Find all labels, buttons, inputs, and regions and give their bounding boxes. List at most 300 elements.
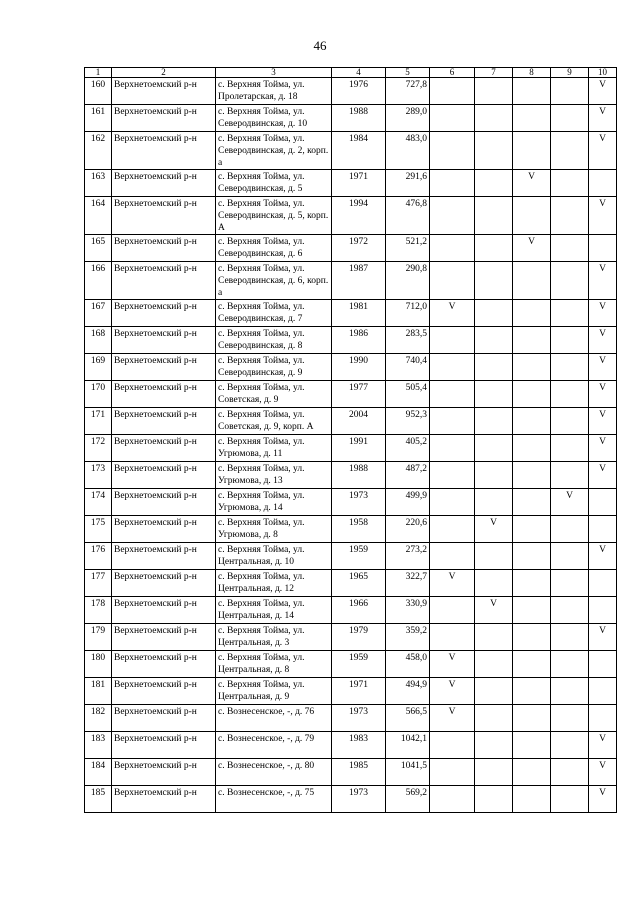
table-row (85, 543, 617, 570)
row-number-cell: 183 (85, 732, 112, 759)
year-cell: 1979 (332, 624, 386, 651)
row-number-cell: 163 (85, 170, 112, 197)
row-number-cell: 165 (85, 235, 112, 262)
area-cell: 487,2 (386, 462, 430, 489)
mark-col9-cell (551, 786, 589, 813)
row-number-cell: 172 (85, 435, 112, 462)
row-number-cell: 179 (85, 624, 112, 651)
row-number-cell: 171 (85, 408, 112, 435)
mark-col8-cell (513, 262, 551, 300)
row-number-cell: 173 (85, 462, 112, 489)
row-number-cell: 178 (85, 597, 112, 624)
area-cell: 330,9 (386, 597, 430, 624)
table-row (85, 759, 617, 786)
row-number-cell: 162 (85, 132, 112, 170)
mark-col9-cell (551, 705, 589, 732)
address-cell: с. Верхняя Тойма, ул. Северодвинская, д. 2, корп. а (216, 132, 332, 170)
table-row (85, 651, 617, 678)
area-cell: 727,8 (386, 78, 430, 105)
mark-col10-cell: V (589, 435, 617, 462)
row-number-cell: 168 (85, 327, 112, 354)
column-header-3: 3 (216, 68, 332, 78)
mark-col9-cell (551, 624, 589, 651)
district-cell: Верхнетоемский р-н (112, 381, 216, 408)
mark-col10-cell (589, 678, 617, 705)
address-cell: с. Верхняя Тойма, ул. Угрюмова, д. 14 (216, 489, 332, 516)
mark-col8-cell (513, 786, 551, 813)
mark-col6-cell (430, 132, 475, 170)
row-number-cell: 170 (85, 381, 112, 408)
mark-col10-cell: V (589, 78, 617, 105)
table-row (85, 786, 617, 813)
mark-col6-cell (430, 732, 475, 759)
mark-col7-cell (475, 235, 513, 262)
mark-col6-cell (430, 462, 475, 489)
mark-col9-cell (551, 78, 589, 105)
year-cell: 1983 (332, 732, 386, 759)
mark-col7-cell (475, 462, 513, 489)
district-cell: Верхнетоемский р-н (112, 786, 216, 813)
district-cell: Верхнетоемский р-н (112, 170, 216, 197)
mark-col7-cell (475, 105, 513, 132)
column-number-header-row (85, 68, 617, 78)
row-number-cell: 174 (85, 489, 112, 516)
mark-col8-cell (513, 759, 551, 786)
mark-col6-cell (430, 78, 475, 105)
mark-col9-cell (551, 262, 589, 300)
area-cell: 740,4 (386, 354, 430, 381)
table-row (85, 462, 617, 489)
area-cell: 290,8 (386, 262, 430, 300)
area-cell: 952,3 (386, 408, 430, 435)
address-cell: с. Верхняя Тойма, ул. Угрюмова, д. 13 (216, 462, 332, 489)
district-cell: Верхнетоемский р-н (112, 759, 216, 786)
mark-col6-cell (430, 327, 475, 354)
mark-col7-cell (475, 678, 513, 705)
table-row (85, 489, 617, 516)
area-cell: 273,2 (386, 543, 430, 570)
mark-col6-cell: V (430, 570, 475, 597)
address-cell: с. Верхняя Тойма, ул. Советская, д. 9, корп. А (216, 408, 332, 435)
row-number-cell: 185 (85, 786, 112, 813)
column-header-8: 8 (513, 68, 551, 78)
mark-col6-cell (430, 489, 475, 516)
row-number-cell: 180 (85, 651, 112, 678)
area-cell: 220,6 (386, 516, 430, 543)
mark-col9-cell (551, 105, 589, 132)
mark-col10-cell: V (589, 462, 617, 489)
mark-col9-cell (551, 235, 589, 262)
mark-col9-cell (551, 516, 589, 543)
year-cell: 1988 (332, 462, 386, 489)
address-cell: с. Вознесенское, -, д. 75 (216, 786, 332, 813)
mark-col8-cell (513, 197, 551, 235)
mark-col8-cell (513, 354, 551, 381)
table-row (85, 170, 617, 197)
mark-col7-cell (475, 759, 513, 786)
year-cell: 1984 (332, 132, 386, 170)
year-cell: 1972 (332, 235, 386, 262)
row-number-cell: 164 (85, 197, 112, 235)
mark-col8-cell (513, 570, 551, 597)
district-cell: Верхнетоемский р-н (112, 624, 216, 651)
area-cell: 505,4 (386, 381, 430, 408)
row-number-cell: 181 (85, 678, 112, 705)
mark-col10-cell (589, 651, 617, 678)
year-cell: 1990 (332, 354, 386, 381)
column-header-7: 7 (475, 68, 513, 78)
mark-col6-cell (430, 759, 475, 786)
mark-col7-cell (475, 300, 513, 327)
mark-col8-cell (513, 132, 551, 170)
mark-col8-cell (513, 678, 551, 705)
mark-col9-cell (551, 300, 589, 327)
mark-col6-cell: V (430, 300, 475, 327)
mark-col8-cell (513, 435, 551, 462)
row-number-cell: 177 (85, 570, 112, 597)
year-cell: 1991 (332, 435, 386, 462)
mark-col6-cell (430, 543, 475, 570)
mark-col10-cell: V (589, 381, 617, 408)
mark-col9-cell (551, 408, 589, 435)
address-cell: с. Верхняя Тойма, ул. Северодвинская, д. 6 (216, 235, 332, 262)
mark-col10-cell (589, 570, 617, 597)
column-header-4: 4 (332, 68, 386, 78)
mark-col6-cell (430, 381, 475, 408)
year-cell: 1988 (332, 105, 386, 132)
address-cell: с. Вознесенское, -, д. 76 (216, 705, 332, 732)
district-cell: Верхнетоемский р-н (112, 543, 216, 570)
mark-col6-cell (430, 197, 475, 235)
area-cell: 1041,5 (386, 759, 430, 786)
mark-col6-cell (430, 105, 475, 132)
address-cell: с. Верхняя Тойма, ул. Северодвинская, д. 5, корп. А (216, 197, 332, 235)
district-cell: Верхнетоемский р-н (112, 462, 216, 489)
mark-col7-cell: V (475, 597, 513, 624)
table-row (85, 732, 617, 759)
district-cell: Верхнетоемский р-н (112, 651, 216, 678)
mark-col6-cell (430, 354, 475, 381)
area-cell: 291,6 (386, 170, 430, 197)
district-cell: Верхнетоемский р-н (112, 570, 216, 597)
table-row (85, 197, 617, 235)
mark-col6-cell (430, 235, 475, 262)
mark-col8-cell (513, 78, 551, 105)
mark-col7-cell (475, 381, 513, 408)
area-cell: 405,2 (386, 435, 430, 462)
mark-col8-cell (513, 105, 551, 132)
year-cell: 1973 (332, 786, 386, 813)
year-cell: 1959 (332, 543, 386, 570)
mark-col9-cell (551, 543, 589, 570)
row-number-cell: 161 (85, 105, 112, 132)
mark-col9-cell (551, 327, 589, 354)
table-row (85, 105, 617, 132)
table-row (85, 235, 617, 262)
mark-col6-cell (430, 262, 475, 300)
mark-col6-cell (430, 516, 475, 543)
mark-col8-cell (513, 408, 551, 435)
district-cell: Верхнетоемский р-н (112, 235, 216, 262)
table-row (85, 262, 617, 300)
address-cell: с. Верхняя Тойма, ул. Пролетарская, д. 18 (216, 78, 332, 105)
mark-col8-cell (513, 732, 551, 759)
table-row (85, 408, 617, 435)
table-row (85, 300, 617, 327)
mark-col9-cell (551, 170, 589, 197)
mark-col10-cell: V (589, 408, 617, 435)
row-number-cell: 167 (85, 300, 112, 327)
mark-col7-cell (475, 705, 513, 732)
mark-col7-cell (475, 543, 513, 570)
area-cell: 521,2 (386, 235, 430, 262)
year-cell: 1971 (332, 170, 386, 197)
area-cell: 712,0 (386, 300, 430, 327)
address-cell: с. Вознесенское, -, д. 80 (216, 759, 332, 786)
mark-col8-cell (513, 327, 551, 354)
mark-col10-cell (589, 705, 617, 732)
row-number-cell: 176 (85, 543, 112, 570)
district-cell: Верхнетоемский р-н (112, 678, 216, 705)
mark-col8-cell: V (513, 235, 551, 262)
area-cell: 476,8 (386, 197, 430, 235)
mark-col10-cell (589, 516, 617, 543)
mark-col10-cell: V (589, 624, 617, 651)
district-cell: Верхнетоемский р-н (112, 354, 216, 381)
year-cell: 1986 (332, 327, 386, 354)
mark-col10-cell: V (589, 262, 617, 300)
address-cell: с. Верхняя Тойма, ул. Центральная, д. 3 (216, 624, 332, 651)
district-cell: Верхнетоемский р-н (112, 732, 216, 759)
year-cell: 1985 (332, 759, 386, 786)
mark-col7-cell (475, 570, 513, 597)
mark-col8-cell (513, 381, 551, 408)
table-row (85, 597, 617, 624)
address-cell: с. Верхняя Тойма, ул. Северодвинская, д. 6, корп. а (216, 262, 332, 300)
year-cell: 1987 (332, 262, 386, 300)
table-row (85, 624, 617, 651)
district-cell: Верхнетоемский р-н (112, 705, 216, 732)
table-row (85, 435, 617, 462)
mark-col7-cell (475, 327, 513, 354)
mark-col10-cell (589, 235, 617, 262)
mark-col9-cell (551, 435, 589, 462)
address-cell: с. Верхняя Тойма, ул. Северодвинская, д. 8 (216, 327, 332, 354)
area-cell: 566,5 (386, 705, 430, 732)
mark-col6-cell (430, 408, 475, 435)
mark-col10-cell (589, 489, 617, 516)
mark-col9-cell (551, 381, 589, 408)
mark-col10-cell: V (589, 197, 617, 235)
district-cell: Верхнетоемский р-н (112, 262, 216, 300)
table-row (85, 327, 617, 354)
mark-col8-cell (513, 489, 551, 516)
row-number-cell: 169 (85, 354, 112, 381)
district-cell: Верхнетоемский р-н (112, 597, 216, 624)
mark-col9-cell (551, 759, 589, 786)
address-cell: с. Верхняя Тойма, ул. Центральная, д. 14 (216, 597, 332, 624)
mark-col8-cell (513, 462, 551, 489)
mark-col6-cell (430, 786, 475, 813)
mark-col7-cell (475, 262, 513, 300)
table-row (85, 78, 617, 105)
district-cell: Верхнетоемский р-н (112, 78, 216, 105)
table-row (85, 132, 617, 170)
district-cell: Верхнетоемский р-н (112, 489, 216, 516)
column-header-2: 2 (112, 68, 216, 78)
area-cell: 499,9 (386, 489, 430, 516)
mark-col7-cell (475, 197, 513, 235)
district-cell: Верхнетоемский р-н (112, 435, 216, 462)
mark-col10-cell: V (589, 354, 617, 381)
mark-col8-cell (513, 516, 551, 543)
area-cell: 494,9 (386, 678, 430, 705)
mark-col7-cell (475, 132, 513, 170)
address-cell: с. Верхняя Тойма, ул. Центральная, д. 8 (216, 651, 332, 678)
year-cell: 1973 (332, 489, 386, 516)
area-cell: 322,7 (386, 570, 430, 597)
year-cell: 1959 (332, 651, 386, 678)
mark-col10-cell: V (589, 132, 617, 170)
mark-col7-cell (475, 170, 513, 197)
mark-col6-cell (430, 435, 475, 462)
mark-col10-cell (589, 597, 617, 624)
district-cell: Верхнетоемский р-н (112, 327, 216, 354)
row-number-cell: 166 (85, 262, 112, 300)
mark-col7-cell (475, 624, 513, 651)
row-number-cell: 182 (85, 705, 112, 732)
mark-col7-cell (475, 78, 513, 105)
column-header-5: 5 (386, 68, 430, 78)
area-cell: 1042,1 (386, 732, 430, 759)
mark-col7-cell (475, 408, 513, 435)
address-cell: с. Вознесенское, -, д. 79 (216, 732, 332, 759)
table-row (85, 570, 617, 597)
address-cell: с. Верхняя Тойма, ул. Северодвинская, д. 9 (216, 354, 332, 381)
mark-col6-cell: V (430, 678, 475, 705)
district-cell: Верхнетоемский р-н (112, 132, 216, 170)
column-header-9: 9 (551, 68, 589, 78)
mark-col9-cell (551, 132, 589, 170)
area-cell: 569,2 (386, 786, 430, 813)
mark-col9-cell (551, 354, 589, 381)
address-cell: с. Верхняя Тойма, ул. Советская, д. 9 (216, 381, 332, 408)
column-header-6: 6 (430, 68, 475, 78)
mark-col8-cell (513, 597, 551, 624)
mark-col10-cell: V (589, 300, 617, 327)
mark-col9-cell (551, 570, 589, 597)
mark-col8-cell (513, 651, 551, 678)
mark-col9-cell (551, 597, 589, 624)
year-cell: 1965 (332, 570, 386, 597)
address-cell: с. Верхняя Тойма, ул. Северодвинская, д. 5 (216, 170, 332, 197)
mark-col9-cell (551, 732, 589, 759)
area-cell: 283,5 (386, 327, 430, 354)
table-row (85, 516, 617, 543)
table-row (85, 705, 617, 732)
mark-col10-cell (589, 170, 617, 197)
mark-col10-cell: V (589, 786, 617, 813)
mark-col8-cell (513, 543, 551, 570)
row-number-cell: 175 (85, 516, 112, 543)
mark-col7-cell: V (475, 516, 513, 543)
mark-col8-cell: V (513, 170, 551, 197)
mark-col10-cell: V (589, 759, 617, 786)
district-cell: Верхнетоемский р-н (112, 105, 216, 132)
address-cell: с. Верхняя Тойма, ул. Северодвинская, д. 7 (216, 300, 332, 327)
mark-col7-cell (475, 489, 513, 516)
mark-col9-cell (551, 197, 589, 235)
mark-col9-cell (551, 678, 589, 705)
mark-col7-cell (475, 732, 513, 759)
column-header-10: 10 (589, 68, 617, 78)
area-cell: 458,0 (386, 651, 430, 678)
mark-col6-cell (430, 170, 475, 197)
address-cell: с. Верхняя Тойма, ул. Центральная, д. 10 (216, 543, 332, 570)
mark-col6-cell (430, 597, 475, 624)
address-cell: с. Верхняя Тойма, ул. Центральная, д. 12 (216, 570, 332, 597)
mark-col9-cell: V (551, 489, 589, 516)
mark-col7-cell (475, 435, 513, 462)
mark-col8-cell (513, 705, 551, 732)
mark-col9-cell (551, 651, 589, 678)
mark-col6-cell: V (430, 705, 475, 732)
mark-col10-cell: V (589, 543, 617, 570)
area-cell: 359,2 (386, 624, 430, 651)
address-cell: с. Верхняя Тойма, ул. Угрюмова, д. 11 (216, 435, 332, 462)
year-cell: 1981 (332, 300, 386, 327)
mark-col7-cell (475, 354, 513, 381)
mark-col8-cell (513, 300, 551, 327)
address-cell: с. Верхняя Тойма, ул. Угрюмова, д. 8 (216, 516, 332, 543)
area-cell: 289,0 (386, 105, 430, 132)
mark-col7-cell (475, 786, 513, 813)
page-number: 46 (313, 38, 327, 53)
year-cell: 2004 (332, 408, 386, 435)
year-cell: 1977 (332, 381, 386, 408)
year-cell: 1958 (332, 516, 386, 543)
address-cell: с. Верхняя Тойма, ул. Северодвинская, д. 10 (216, 105, 332, 132)
mark-col6-cell: V (430, 651, 475, 678)
column-header-1: 1 (85, 68, 112, 78)
mark-col9-cell (551, 462, 589, 489)
area-cell: 483,0 (386, 132, 430, 170)
table-row (85, 381, 617, 408)
mark-col8-cell (513, 624, 551, 651)
table-row (85, 354, 617, 381)
row-number-cell: 184 (85, 759, 112, 786)
housing-register-table (84, 67, 617, 813)
year-cell: 1966 (332, 597, 386, 624)
year-cell: 1994 (332, 197, 386, 235)
table-row (85, 678, 617, 705)
district-cell: Верхнетоемский р-н (112, 516, 216, 543)
district-cell: Верхнетоемский р-н (112, 300, 216, 327)
year-cell: 1973 (332, 705, 386, 732)
mark-col10-cell: V (589, 105, 617, 132)
mark-col6-cell (430, 624, 475, 651)
year-cell: 1976 (332, 78, 386, 105)
address-cell: с. Верхняя Тойма, ул. Центральная, д. 9 (216, 678, 332, 705)
mark-col7-cell (475, 651, 513, 678)
year-cell: 1971 (332, 678, 386, 705)
mark-col10-cell: V (589, 327, 617, 354)
mark-col10-cell: V (589, 732, 617, 759)
district-cell: Верхнетоемский р-н (112, 408, 216, 435)
district-cell: Верхнетоемский р-н (112, 197, 216, 235)
table-body (85, 78, 617, 813)
row-number-cell: 160 (85, 78, 112, 105)
